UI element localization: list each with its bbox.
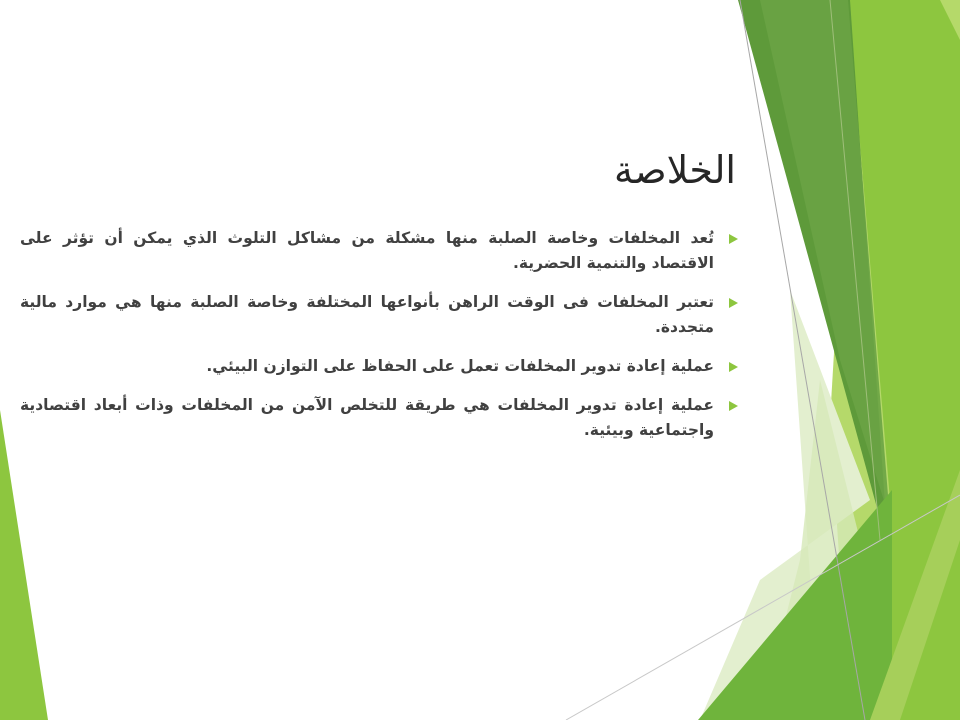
triangle-bullet-icon bbox=[729, 234, 738, 244]
bullet-list bbox=[20, 226, 738, 457]
triangle-bullet-icon bbox=[729, 401, 738, 411]
bullet-item bbox=[20, 354, 738, 379]
bullet-text: تُعد المخلفات وخاصة الصلبة منها مشكلة من مشاكل التلوث الذي يمكن أن تؤثر على الاقتصاد والتنمية الحضرية. bbox=[20, 229, 714, 272]
triangle-bullet-icon bbox=[729, 362, 738, 372]
bullet-text: عملية إعادة تدوير المخلفات تعمل على الحفاظ على التوازن البيئي. bbox=[206, 357, 714, 375]
bullet-item bbox=[20, 226, 738, 276]
bullet-text: تعتبر المخلفات فى الوقت الراهن بأنواعها المختلفة وخاصة الصلبة منها هي موارد مالية متجددة. bbox=[20, 293, 714, 336]
triangle-bullet-icon bbox=[729, 298, 738, 308]
bullet-item bbox=[20, 290, 738, 340]
bullet-text: عملية إعادة تدوير المخلفات هي طريقة للتخلص الآمن من المخلفات وذات أبعاد اقتصادية واجتماعية وبيئية. bbox=[20, 396, 714, 439]
bullet-item bbox=[20, 393, 738, 443]
slide-title: الخلاصة bbox=[614, 148, 736, 192]
